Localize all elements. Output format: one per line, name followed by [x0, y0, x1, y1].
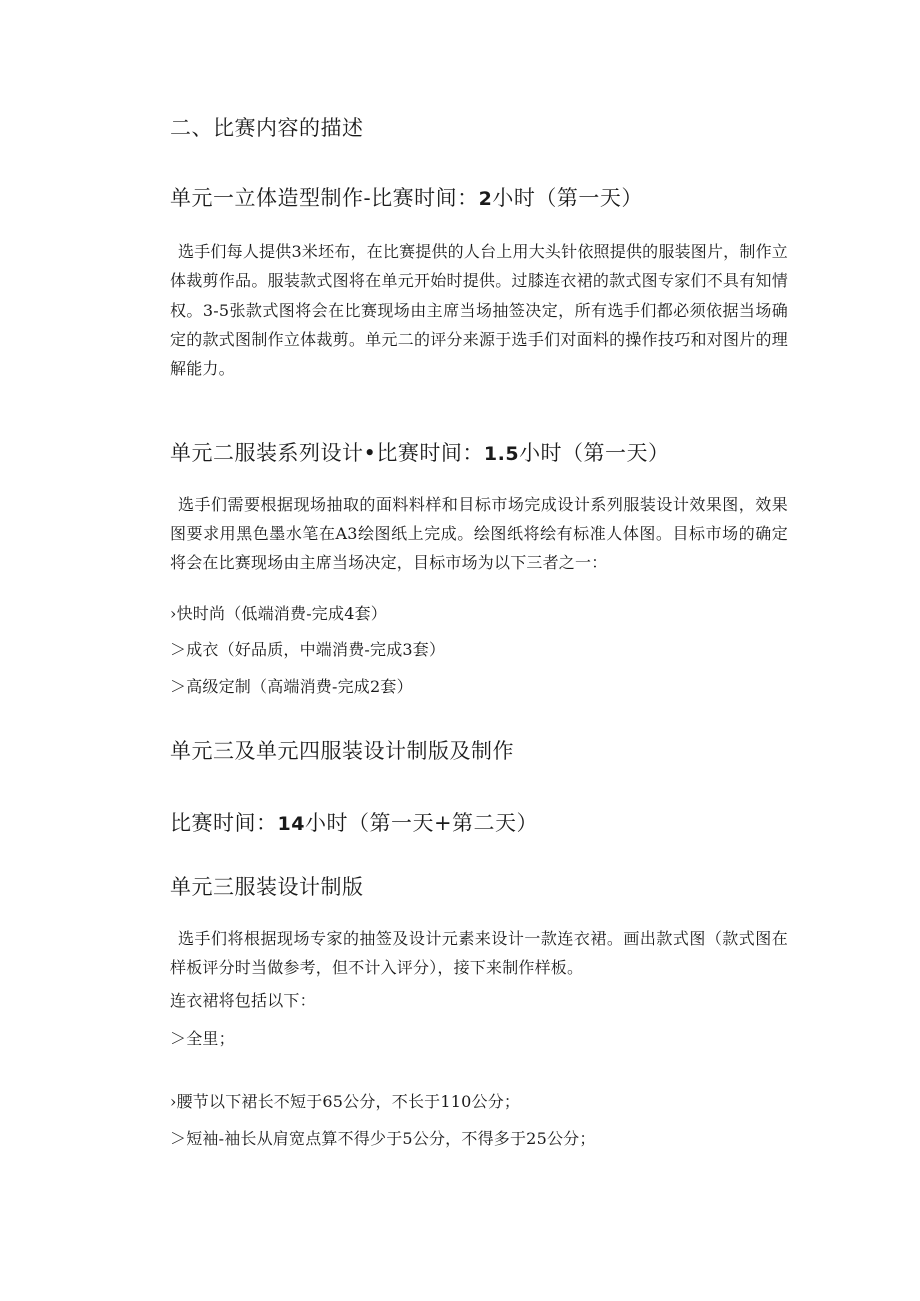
unit3-item-short-sleeve: ＞短袖-袖长从肩宽点算不得少于5公分，不得多于25公分； [170, 1129, 596, 1148]
unit3-heading: 单元三服装设计制版 [170, 875, 364, 899]
unit1-heading-num: 2 [478, 188, 493, 210]
unit2-item-ready-to-wear: ＞成衣（好品质，中端消费-完成3套） [170, 640, 446, 659]
unit3-item-full-lining: ＞全里； [170, 1029, 235, 1048]
unit3-item-skirt-length: ›腰节以下裙长不短于65公分，不长于110公分； [170, 1092, 521, 1111]
unit34-time-num: 14 [277, 813, 305, 835]
unit2-heading-suffix: 小时（第一天） [519, 441, 670, 465]
unit34-time-prefix: 比赛时间： [170, 811, 278, 835]
unit2-item-haute-couture: ＞高级定制（高端消费-完成2套） [170, 677, 413, 696]
unit2-paragraph: 选手们需要根据现场抽取的面料料样和目标市场完成设计系列服装设计效果图，效果图要求用黑色墨水笔在A3绘图纸上完成。绘图纸将绘有标准人体图。目标市场的确定将会在比赛现场由主席当场决定，目标市场为以下三者之一： [170, 495, 788, 572]
unit3-paragraph: 选手们将根据现场专家的抽签及设计元素来设计一款连衣裙。画出款式图（款式图在样板评分时当做参考，但不计入评分），接下来制作样板。 [170, 929, 788, 977]
section-title: 二、比赛内容的描述 [170, 116, 364, 140]
unit2-item-fast-fashion: ›快时尚（低端消费-完成4套） [170, 604, 387, 623]
unit1-heading-suffix: 小时（第一天） [492, 186, 643, 210]
unit1-heading-prefix: 单元一立体造型制作-比赛时间： [170, 186, 479, 210]
unit2-heading-prefix: 单元二服装系列设计•比赛时间： [170, 441, 484, 465]
unit1-paragraph: 选手们每人提供3米坯布，在比赛提供的人台上用大头针依照提供的服装图片，制作立体裁剪作品。服装款式图将在单元开始时提供。过膝连衣裙的款式图专家们不具有知情权。3-5张款式图将会在比赛现场由主席当场抽签决定，所有选手们都必须依据当场确定的款式图制作立体裁剪。单元二的评分来源于选手们对面料的操作技巧和对图片的理解能力。 [170, 242, 788, 379]
unit1-heading [170, 185, 643, 212]
unit2-heading-num: 1.5 [483, 443, 520, 465]
unit34-time-suffix: 小时（第一天+第二天） [304, 811, 539, 835]
unit2-heading [170, 440, 670, 467]
unit34-time [170, 810, 538, 837]
unit34-heading: 单元三及单元四服装设计制版及制作 [170, 739, 514, 763]
unit3-includes-label: 连衣裙将包括以下： [170, 991, 316, 1010]
